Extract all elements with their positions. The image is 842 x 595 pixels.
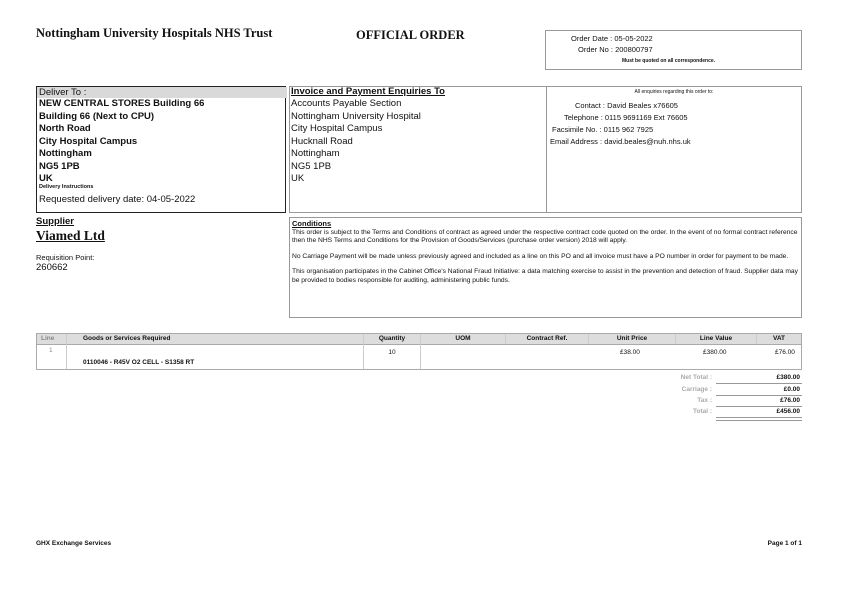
conditions-paragraph: This order is subject to the Terms and Conditions of contract as agreed under the respective contract code quoted on the order. In the event of no formal contract reference then the NHS Terms and Conditions for the Provision of Goods/Services (purchase order version) 2018 will apply. bbox=[292, 229, 798, 245]
deliver-line: City Hospital Campus bbox=[39, 135, 138, 147]
header-uom: UOM bbox=[455, 335, 471, 342]
header-quantity: Quantity bbox=[378, 335, 406, 342]
quote-note: Must be quoted on all correspondence. bbox=[622, 58, 716, 64]
row-quantity: 10 bbox=[388, 349, 396, 356]
row-description: 0110046 - R45V O2 CELL - S1358 RT bbox=[83, 359, 195, 366]
tax-value: £76.00 bbox=[780, 397, 800, 404]
invoice-line: Nottingham bbox=[291, 148, 340, 159]
deliver-line: Nottingham bbox=[39, 148, 92, 159]
deliver-line: UK bbox=[39, 173, 53, 184]
row-line-number: 1 bbox=[49, 347, 53, 354]
total-value: £456.00 bbox=[776, 408, 800, 415]
header-line-value: Line Value bbox=[699, 335, 733, 342]
total-label: Total : bbox=[692, 408, 712, 415]
supplier-heading: Supplier bbox=[36, 216, 75, 227]
deliver-to-box bbox=[36, 86, 286, 213]
invoice-box bbox=[289, 86, 547, 213]
requisition-point-label: Requisition Point: bbox=[36, 253, 95, 262]
net-total-value: £380.00 bbox=[776, 374, 800, 381]
net-total-label: Net Total : bbox=[680, 374, 712, 381]
header-vat: VAT bbox=[772, 335, 786, 342]
page-title: OFFICIAL ORDER bbox=[356, 28, 465, 42]
enquiries-contact: Contact : David Beales x76605 bbox=[575, 101, 678, 110]
enquiries-email: Email Address : david.beales@nuh.nhs.uk bbox=[550, 137, 691, 146]
supplier-name: Viamed Ltd bbox=[36, 228, 105, 243]
carriage-label: Carriage : bbox=[681, 386, 712, 393]
header-goods: Goods or Services Required bbox=[83, 335, 171, 342]
conditions-box bbox=[289, 217, 802, 318]
carriage-value: £0.00 bbox=[783, 386, 800, 393]
invoice-line: City Hospital Campus bbox=[291, 123, 383, 134]
table-row bbox=[37, 345, 801, 369]
deliver-line: NEW CENTRAL STORES Building 66 bbox=[39, 98, 205, 109]
table-header-row bbox=[37, 334, 801, 345]
requisition-point-value: 260662 bbox=[36, 262, 68, 273]
order-number: Order No : 200800797 bbox=[578, 45, 653, 54]
conditions-paragraph: This organisation participates in the Cabinet Office's National Fraud Initiative: a data matching exercise to assist in the prevention and detection of fraud. Supplier data may be provided to bodies responsible for auditing, administering public funds. bbox=[292, 268, 798, 284]
deliver-line: NG5 1PB bbox=[39, 160, 80, 172]
header-line: Line bbox=[41, 335, 55, 342]
deliver-line: North Road bbox=[39, 123, 91, 134]
order-info-box bbox=[545, 30, 802, 70]
invoice-line: UK bbox=[291, 173, 305, 184]
row-vat: £76.00 bbox=[775, 349, 795, 356]
conditions-paragraph: No Carriage Payment will be made unless previously agreed and included as a line on this PO and all invoice must have a PO number in order for payment to be made. bbox=[292, 252, 789, 260]
enquiries-fax: Facsimile No. : 0115 962 7925 bbox=[552, 125, 654, 134]
row-unit-price: £38.00 bbox=[620, 349, 640, 356]
tax-label: Tax : bbox=[697, 397, 712, 404]
invoice-line: Nottingham University Hospital bbox=[291, 110, 421, 122]
page-number: Page 1 of 1 bbox=[767, 540, 802, 547]
order-date: Order Date : 05-05-2022 bbox=[571, 34, 653, 43]
invoice-heading: Invoice and Payment Enquiries To bbox=[291, 86, 445, 97]
invoice-line: Accounts Payable Section bbox=[291, 98, 402, 109]
enquiries-telephone: Telephone : 0115 9691169 Ext 76605 bbox=[564, 113, 688, 122]
enquiries-heading: All enquiries regarding this order to: bbox=[634, 89, 714, 95]
delivery-instructions-label: Delivery Instructions bbox=[39, 184, 94, 190]
requested-delivery-date: Requested delivery date: 04-05-2022 bbox=[39, 194, 196, 205]
enquiries-box bbox=[546, 86, 802, 213]
invoice-line: Hucknall Road bbox=[291, 135, 353, 147]
deliver-line: Building 66 (Next to CPU) bbox=[39, 110, 155, 122]
footer-left: GHX Exchange Services bbox=[36, 540, 112, 547]
invoice-line: NG5 1PB bbox=[291, 160, 332, 172]
deliver-to-heading: Deliver To : bbox=[37, 87, 287, 98]
header-unit-price: Unit Price bbox=[616, 335, 648, 342]
conditions-heading: Conditions bbox=[292, 219, 332, 228]
header-contract: Contract Ref. bbox=[526, 335, 568, 342]
row-line-value: £380.00 bbox=[703, 349, 727, 356]
company-name: Nottingham University Hospitals NHS Trust bbox=[36, 26, 273, 40]
order-table bbox=[36, 333, 802, 370]
